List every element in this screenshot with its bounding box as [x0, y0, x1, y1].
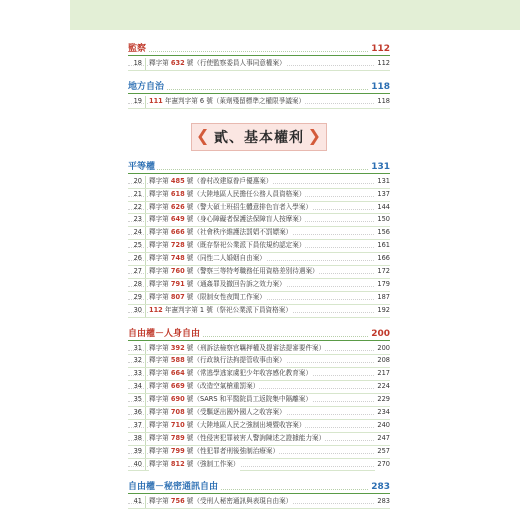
- entry-description: 號（性犯罪者刑後強制治療案）: [184, 446, 280, 455]
- entry-prefix: 釋字第: [149, 382, 171, 391]
- entry-page-number: 156: [375, 227, 390, 239]
- entry-case-number: 588: [170, 356, 185, 365]
- toc-entry[interactable]: [128, 58, 390, 71]
- toc-entry[interactable]: [128, 496, 390, 509]
- entry-title: [149, 394, 312, 406]
- entry-description: 號（改造空氣槍重罰案）: [184, 382, 260, 391]
- entry-prefix: 釋字第: [149, 343, 171, 352]
- entry-number: 21: [133, 189, 142, 198]
- chevron-right-icon: ❯: [307, 125, 322, 145]
- entry-description: 號（警大碩士班招生體意排色盲者入學案）: [184, 202, 313, 211]
- entry-case-number: 112: [149, 305, 163, 314]
- entry-number: 22: [133, 202, 142, 211]
- entry-description: 號（強制工作案）: [184, 459, 240, 468]
- entry-number: 19: [133, 96, 142, 105]
- section-heading-ziyou[interactable]: [128, 324, 390, 341]
- entry-description: 號（受刑人秘密通訊與表現自由案）: [184, 497, 293, 506]
- entry-title: [149, 214, 305, 226]
- entry-description: 號（行政執行法拘提管收事由案）: [184, 356, 286, 365]
- entry-description: 年憲判字第 1 號（祭祀公業派下員資格案）: [162, 305, 292, 314]
- section-page-number: 283: [371, 482, 390, 493]
- toc-entry[interactable]: [128, 355, 390, 368]
- toc-entry[interactable]: [128, 459, 390, 472]
- entry-prefix: 釋字第: [149, 202, 171, 211]
- divider: [145, 96, 146, 108]
- entry-description: 號（同性二人婚姻自由案）: [184, 254, 266, 263]
- entry-case-number: 728: [170, 241, 185, 250]
- entry-case-number: 789: [170, 433, 185, 442]
- entry-description: 號（大陸地區人民之強制出境暨收容案）: [184, 420, 306, 429]
- entry-page-number: 247: [375, 433, 390, 445]
- entry-title: [149, 420, 305, 432]
- entry-page-number: 224: [375, 381, 390, 393]
- part-heading-text: 貳、基本權利: [214, 129, 304, 146]
- entry-title: [149, 96, 305, 108]
- divider: [145, 292, 146, 304]
- entry-number: 31: [133, 343, 142, 352]
- section-title: 地方自治: [128, 79, 166, 92]
- toc-entry[interactable]: [128, 266, 390, 279]
- entry-page-number: 179: [375, 279, 390, 291]
- entry-title: [149, 381, 259, 393]
- toc-entry[interactable]: [128, 202, 390, 215]
- entry-page-number: 208: [375, 355, 390, 367]
- divider: [145, 394, 146, 406]
- entry-case-number: 760: [170, 267, 185, 276]
- toc-entry[interactable]: [128, 96, 390, 109]
- toc-entry[interactable]: [128, 253, 390, 266]
- entry-prefix: 釋字第: [149, 420, 171, 429]
- entry-title: [149, 279, 286, 291]
- toc-entry[interactable]: [128, 279, 390, 292]
- entry-title: [149, 189, 305, 201]
- divider: [145, 496, 146, 508]
- entry-page-number: 217: [375, 368, 390, 380]
- entry-page-number: 187: [375, 292, 390, 304]
- toc-entry[interactable]: [128, 381, 390, 394]
- entry-description: 號（刑訴法檢察官羈押權及提審法提審要件案）: [184, 343, 326, 352]
- divider: [145, 189, 146, 201]
- entry-description: 號（行使監察委員人事同意權案）: [184, 59, 286, 67]
- entry-number: 26: [133, 254, 142, 263]
- entry-page-number: 112: [375, 58, 390, 70]
- entry-number: 40: [133, 459, 142, 468]
- part-heading: [128, 123, 390, 151]
- entry-number: 23: [133, 215, 142, 224]
- section-page-number: 200: [371, 328, 390, 339]
- toc-entry[interactable]: [128, 394, 390, 407]
- entry-prefix: 釋字第: [149, 292, 171, 301]
- entry-description: 號（社會秩序維護法罰娼不罰嫖案）: [184, 228, 293, 237]
- entry-case-number: 666: [170, 228, 185, 237]
- entry-description: 號（既存祭祀公業派下員依規約認定案）: [184, 241, 306, 250]
- entry-case-number: 626: [170, 202, 185, 211]
- entry-number: 28: [133, 279, 142, 288]
- entry-description: 號（大陸地區人民擔任公務人員資格案）: [184, 189, 306, 198]
- entry-case-number: 690: [170, 395, 185, 404]
- divider: [145, 446, 146, 458]
- entry-prefix: 釋字第: [149, 241, 171, 250]
- leader-dots: [128, 169, 390, 170]
- entry-page-number: 172: [375, 266, 390, 278]
- entry-number: 24: [133, 228, 142, 237]
- toc-entry[interactable]: [128, 433, 390, 446]
- entry-case-number: 632: [170, 59, 185, 67]
- entry-prefix: 釋字第: [149, 215, 171, 224]
- entry-prefix: 釋字第: [149, 267, 171, 276]
- entry-title: [149, 355, 286, 367]
- entry-prefix: 釋字第: [149, 369, 171, 378]
- entry-title: [149, 368, 312, 380]
- entry-number: 39: [133, 446, 142, 455]
- entry-description: 號（常逃學逃家虞犯少年收容感化教育案）: [184, 369, 313, 378]
- entry-case-number: 111: [149, 96, 163, 105]
- entry-page-number: 150: [375, 214, 390, 226]
- entry-prefix: 釋字第: [149, 408, 171, 417]
- leader-dots: [128, 89, 390, 90]
- entry-title: [149, 407, 286, 419]
- entry-number: 33: [133, 369, 142, 378]
- entry-description: 號（警察三等特考職務任用資格差別待遇案）: [184, 267, 319, 276]
- divider: [145, 202, 146, 214]
- toc-entry[interactable]: [128, 189, 390, 202]
- entry-title: [149, 433, 325, 445]
- entry-page-number: 137: [375, 189, 390, 201]
- section-title: 自由權－人身自由: [128, 326, 202, 339]
- divider: [145, 355, 146, 367]
- toc-entry[interactable]: [128, 343, 390, 356]
- entry-page-number: 131: [375, 176, 390, 188]
- entry-case-number: 649: [170, 215, 185, 224]
- entry-prefix: 釋字第: [149, 59, 171, 67]
- divider: [145, 176, 146, 188]
- entry-title: [149, 459, 240, 471]
- entry-prefix: 釋字第: [149, 228, 171, 237]
- entry-case-number: 756: [170, 497, 185, 506]
- entry-number: 37: [133, 420, 142, 429]
- section-title: 自由權－秘密通訊自由: [128, 479, 220, 492]
- divider: [145, 279, 146, 291]
- divider: [145, 381, 146, 393]
- entry-title: [149, 202, 312, 214]
- entry-prefix: 釋字第: [149, 395, 171, 404]
- entry-prefix: 釋字第: [149, 356, 171, 365]
- divider: [145, 253, 146, 265]
- section-title: 平等權: [128, 159, 157, 172]
- divider: [145, 343, 146, 355]
- section-page-number: 112: [371, 44, 390, 54]
- table-of-contents: [128, 39, 390, 515]
- leader-dots: [128, 51, 390, 52]
- section-page-number: 118: [371, 81, 390, 92]
- toc-entry[interactable]: [128, 214, 390, 227]
- entry-page-number: 118: [375, 96, 390, 108]
- entry-number: 30: [133, 305, 142, 314]
- entry-number: 36: [133, 408, 142, 417]
- entry-prefix: 釋字第: [149, 176, 171, 185]
- toc-entry[interactable]: [128, 446, 390, 459]
- chevron-left-icon: ❮: [196, 125, 211, 145]
- entry-page-number: 240: [375, 420, 390, 432]
- entry-case-number: 710: [170, 420, 185, 429]
- entry-case-number: 485: [170, 176, 185, 185]
- divider: [145, 58, 146, 70]
- entry-page-number: 257: [375, 446, 390, 458]
- entry-title: [149, 240, 305, 252]
- spacer: [128, 509, 390, 515]
- part-heading-banner: [191, 123, 327, 151]
- toc-entry[interactable]: [128, 305, 390, 318]
- entry-page-number: 270: [375, 459, 390, 471]
- entry-title: [149, 446, 279, 458]
- section-heading-difang[interactable]: [128, 77, 390, 94]
- top-color-band: [70, 0, 520, 30]
- entry-prefix: 釋字第: [149, 254, 171, 263]
- entry-prefix: 釋字第: [149, 189, 171, 198]
- section-title: 監察: [128, 41, 148, 54]
- entry-case-number: 708: [170, 408, 185, 417]
- divider: [145, 368, 146, 380]
- section-heading-jiancha[interactable]: [128, 39, 390, 56]
- toc-entry[interactable]: [128, 227, 390, 240]
- entry-description: 年憲判字第 6 號（萊劑殘留標準之權限爭議案）: [162, 96, 306, 105]
- entry-title: [149, 305, 292, 317]
- entry-case-number: 807: [170, 292, 185, 301]
- entry-number: 41: [133, 497, 142, 506]
- entry-number: 35: [133, 395, 142, 404]
- entry-number: 20: [133, 176, 142, 185]
- entry-case-number: 812: [170, 459, 185, 468]
- entry-prefix: 釋字第: [149, 279, 171, 288]
- entry-page-number: 234: [375, 407, 390, 419]
- entry-prefix: 釋字第: [149, 433, 171, 442]
- divider: [145, 420, 146, 432]
- entry-page-number: 166: [375, 253, 390, 265]
- entry-page-number: 229: [375, 394, 390, 406]
- spacer: [128, 109, 390, 115]
- divider: [145, 240, 146, 252]
- entry-case-number: 664: [170, 369, 185, 378]
- entry-case-number: 669: [170, 382, 185, 391]
- entry-case-number: 392: [170, 343, 185, 352]
- entry-title: [149, 292, 266, 304]
- toc-entry[interactable]: [128, 420, 390, 433]
- entry-prefix: 釋字第: [149, 497, 171, 506]
- section-heading-pingdeng[interactable]: [128, 157, 390, 174]
- entry-page-number: 200: [375, 343, 390, 355]
- entry-prefix: 釋字第: [149, 459, 171, 468]
- entry-description: 號（通姦罪及撤回告訴之效力案）: [184, 279, 286, 288]
- entry-number: 34: [133, 382, 142, 391]
- entry-number: 32: [133, 356, 142, 365]
- entry-case-number: 618: [170, 189, 185, 198]
- entry-title: [149, 496, 292, 508]
- divider: [145, 433, 146, 445]
- entry-number: 27: [133, 267, 142, 276]
- entry-case-number: 799: [170, 446, 185, 455]
- divider: [145, 214, 146, 226]
- toc-entry[interactable]: [128, 292, 390, 305]
- entry-prefix: 釋字第: [149, 446, 171, 455]
- entry-description: 號（眷村改建原眷戶優惠案）: [184, 176, 273, 185]
- divider: [145, 305, 146, 317]
- section-page-number: 131: [371, 161, 390, 172]
- divider: [145, 227, 146, 239]
- entry-page-number: 161: [375, 240, 390, 252]
- toc-entry[interactable]: [128, 240, 390, 253]
- entry-number: 18: [133, 59, 142, 67]
- entry-title: [149, 176, 272, 188]
- divider: [145, 266, 146, 278]
- entry-title: [149, 227, 292, 239]
- entry-description: 號（限制女性夜間工作案）: [184, 292, 266, 301]
- entry-description: 號（受驅逐出國外國人之收容案）: [184, 408, 286, 417]
- entry-description: 號（身心障礙者保護法保障盲人按摩案）: [184, 215, 306, 224]
- entry-title: [149, 343, 325, 355]
- divider: [145, 407, 146, 419]
- divider: [145, 459, 146, 471]
- entry-page-number: 192: [375, 305, 390, 317]
- entry-title: [149, 253, 266, 265]
- entry-case-number: 748: [170, 254, 185, 263]
- entry-description: 號（性侵害犯罪被害人警詢陳述之證據能力案）: [184, 433, 326, 442]
- entry-title: [149, 266, 319, 278]
- entry-page-number: 144: [375, 202, 390, 214]
- section-heading-mimi[interactable]: [128, 477, 390, 494]
- entry-number: 25: [133, 241, 142, 250]
- entry-page-number: 283: [375, 496, 390, 508]
- entry-number: 38: [133, 433, 142, 442]
- entry-description: 號（SARS 和平醫院員工返院集中隔離案）: [184, 395, 312, 404]
- entry-title: [149, 58, 286, 70]
- entry-case-number: 791: [170, 279, 185, 288]
- toc-entry[interactable]: [128, 368, 390, 381]
- toc-entry[interactable]: [128, 407, 390, 420]
- toc-entry[interactable]: [128, 176, 390, 189]
- entry-number: 29: [133, 292, 142, 301]
